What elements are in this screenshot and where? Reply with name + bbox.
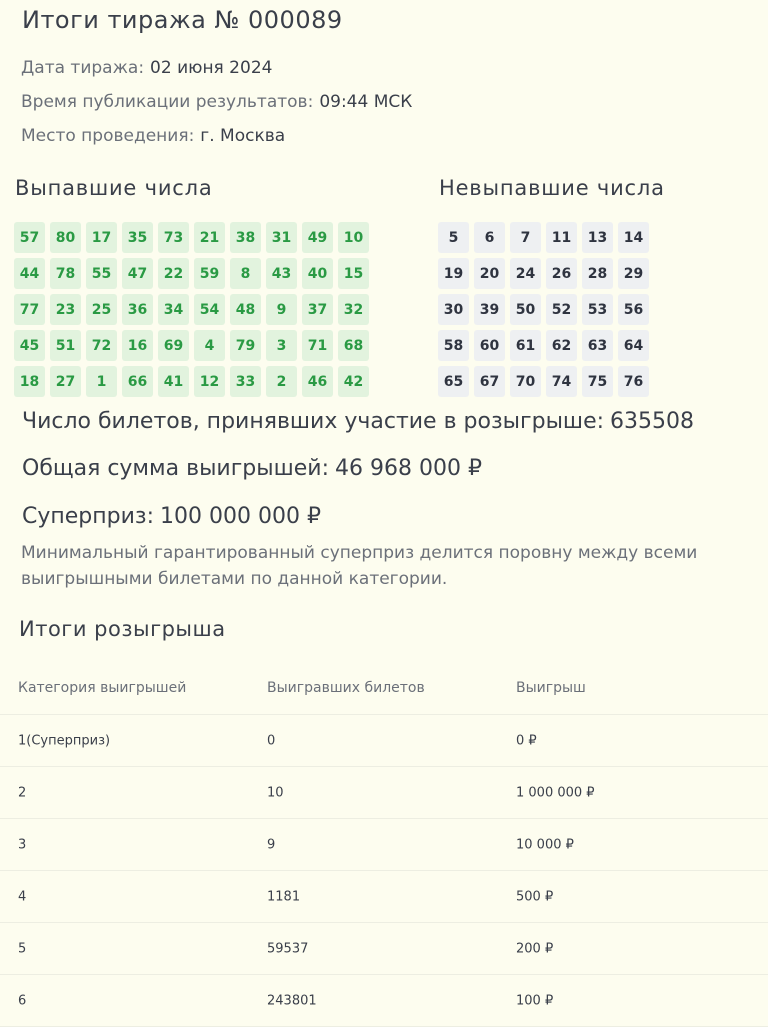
drawn-number: 4 — [194, 330, 225, 361]
drawn-number: 25 — [86, 294, 117, 325]
drawn-number: 22 — [158, 258, 189, 289]
total-winnings-value: 46 968 000 ₽ — [335, 456, 482, 481]
drawn-number: 57 — [14, 222, 45, 253]
drawn-number: 16 — [122, 330, 153, 361]
winners-cell: 10 — [267, 785, 284, 800]
category-cell: 6 — [18, 993, 27, 1008]
drawn-number: 69 — [158, 330, 189, 361]
drawn-numbers-grid — [14, 222, 369, 397]
drawn-number: 46 — [302, 366, 333, 397]
drawn-number: 36 — [122, 294, 153, 325]
drawn-number: 33 — [230, 366, 261, 397]
drawn-number: 79 — [230, 330, 261, 361]
undrawn-number: 61 — [510, 330, 541, 361]
drawn-number: 78 — [50, 258, 81, 289]
undrawn-number: 6 — [474, 222, 505, 253]
drawn-number: 27 — [50, 366, 81, 397]
undrawn-number: 62 — [546, 330, 577, 361]
draw-date-value: 02 июня 2024 — [150, 58, 273, 78]
publish-time-value: 09:44 МСК — [319, 92, 413, 112]
draw-date-label: Дата тиража: — [21, 58, 145, 78]
winners-cell: 1181 — [267, 889, 301, 904]
undrawn-number: 65 — [438, 366, 469, 397]
drawn-number: 38 — [230, 222, 261, 253]
drawn-number: 55 — [86, 258, 117, 289]
drawn-number: 48 — [230, 294, 261, 325]
total-winnings — [22, 456, 482, 481]
drawn-number: 23 — [50, 294, 81, 325]
publish-time-row — [21, 92, 412, 112]
category-cell: 2 — [18, 785, 27, 800]
column-header-prize: Выигрыш — [516, 680, 586, 696]
superprize-label: Суперприз: — [22, 504, 155, 529]
drawn-number: 31 — [266, 222, 297, 253]
undrawn-number: 14 — [618, 222, 649, 253]
undrawn-number: 13 — [582, 222, 613, 253]
undrawn-number: 39 — [474, 294, 505, 325]
drawn-number: 51 — [50, 330, 81, 361]
prize-cell: 100 ₽ — [516, 993, 554, 1008]
drawn-number: 77 — [14, 294, 45, 325]
page-title: Итоги тиража № 000089 — [22, 6, 343, 34]
undrawn-number: 26 — [546, 258, 577, 289]
drawn-number: 71 — [302, 330, 333, 361]
results-title: Итоги розыгрыша — [19, 617, 226, 641]
drawn-number: 18 — [14, 366, 45, 397]
drawn-number: 49 — [302, 222, 333, 253]
undrawn-number: 20 — [474, 258, 505, 289]
undrawn-number: 29 — [618, 258, 649, 289]
undrawn-number: 30 — [438, 294, 469, 325]
drawn-number: 3 — [266, 330, 297, 361]
publish-time-label: Время публикации результатов: — [21, 92, 314, 112]
drawn-number: 41 — [158, 366, 189, 397]
table-row — [0, 715, 768, 767]
superprize-value: 100 000 000 ₽ — [160, 504, 321, 529]
drawn-number: 80 — [50, 222, 81, 253]
drawn-number: 15 — [338, 258, 369, 289]
undrawn-number: 7 — [510, 222, 541, 253]
drawn-number: 2 — [266, 366, 297, 397]
table-header-row — [0, 662, 768, 715]
undrawn-number: 63 — [582, 330, 613, 361]
prize-cell: 10 000 ₽ — [516, 837, 574, 852]
winners-cell: 59537 — [267, 941, 309, 956]
tickets-count — [22, 409, 694, 434]
superprize-note: Минимальный гарантированный суперприз делится поровну между всеми выигрышными билетами по данной категории. — [21, 543, 698, 589]
prize-cell: 500 ₽ — [516, 889, 554, 904]
winners-cell: 243801 — [267, 993, 317, 1008]
undrawn-number: 75 — [582, 366, 613, 397]
undrawn-number: 64 — [618, 330, 649, 361]
undrawn-number: 74 — [546, 366, 577, 397]
undrawn-number: 53 — [582, 294, 613, 325]
drawn-number: 32 — [338, 294, 369, 325]
drawn-number: 59 — [194, 258, 225, 289]
category-cell: 5 — [18, 941, 27, 956]
table-row — [0, 871, 768, 923]
prize-cell: 1 000 000 ₽ — [516, 785, 595, 800]
undrawn-number: 60 — [474, 330, 505, 361]
drawn-number: 37 — [302, 294, 333, 325]
undrawn-number: 28 — [582, 258, 613, 289]
drawn-number: 9 — [266, 294, 297, 325]
place-value: г. Москва — [200, 126, 286, 146]
undrawn-number: 58 — [438, 330, 469, 361]
drawn-number: 73 — [158, 222, 189, 253]
drawn-number: 47 — [122, 258, 153, 289]
drawn-number: 44 — [14, 258, 45, 289]
category-cell: 3 — [18, 837, 27, 852]
undrawn-number: 76 — [618, 366, 649, 397]
place-row — [21, 126, 285, 146]
drawn-number: 42 — [338, 366, 369, 397]
tickets-count-value: 635508 — [610, 409, 694, 434]
superprize — [22, 504, 321, 529]
undrawn-number: 56 — [618, 294, 649, 325]
drawn-number: 43 — [266, 258, 297, 289]
drawn-number: 45 — [14, 330, 45, 361]
category-cell: 4 — [18, 889, 27, 904]
tickets-count-label: Число билетов, принявших участие в розыгрыше: — [22, 409, 605, 434]
table-row — [0, 767, 768, 819]
undrawn-numbers-grid — [438, 222, 649, 397]
category-cell: 1(Суперприз) — [18, 733, 111, 748]
winners-cell: 9 — [267, 837, 276, 852]
undrawn-number: 5 — [438, 222, 469, 253]
table-row — [0, 975, 768, 1027]
prize-cell: 200 ₽ — [516, 941, 554, 956]
drawn-numbers-title: Выпавшие числа — [15, 176, 213, 200]
drawn-number: 34 — [158, 294, 189, 325]
table-row — [0, 819, 768, 871]
draw-date-row — [21, 58, 272, 78]
undrawn-number: 70 — [510, 366, 541, 397]
undrawn-number: 67 — [474, 366, 505, 397]
undrawn-number: 24 — [510, 258, 541, 289]
column-header-winners: Выигравших билетов — [267, 680, 425, 696]
drawn-number: 54 — [194, 294, 225, 325]
drawn-number: 21 — [194, 222, 225, 253]
drawn-number: 10 — [338, 222, 369, 253]
undrawn-number: 52 — [546, 294, 577, 325]
drawn-number: 72 — [86, 330, 117, 361]
prize-cell: 0 ₽ — [516, 733, 537, 748]
place-label: Место проведения: — [21, 126, 195, 146]
drawn-number: 17 — [86, 222, 117, 253]
undrawn-number: 11 — [546, 222, 577, 253]
drawn-number: 8 — [230, 258, 261, 289]
total-winnings-label: Общая сумма выигрышей: — [22, 456, 330, 481]
undrawn-number: 50 — [510, 294, 541, 325]
winners-cell: 0 — [267, 733, 276, 748]
drawn-number: 1 — [86, 366, 117, 397]
undrawn-number: 19 — [438, 258, 469, 289]
drawn-number: 66 — [122, 366, 153, 397]
results-table — [0, 662, 768, 1027]
undrawn-numbers-title: Невыпавшие числа — [439, 176, 665, 200]
column-header-category: Категория выигрышей — [18, 680, 187, 696]
drawn-number: 35 — [122, 222, 153, 253]
drawn-number: 12 — [194, 366, 225, 397]
drawn-number: 68 — [338, 330, 369, 361]
drawn-number: 40 — [302, 258, 333, 289]
table-row — [0, 923, 768, 975]
